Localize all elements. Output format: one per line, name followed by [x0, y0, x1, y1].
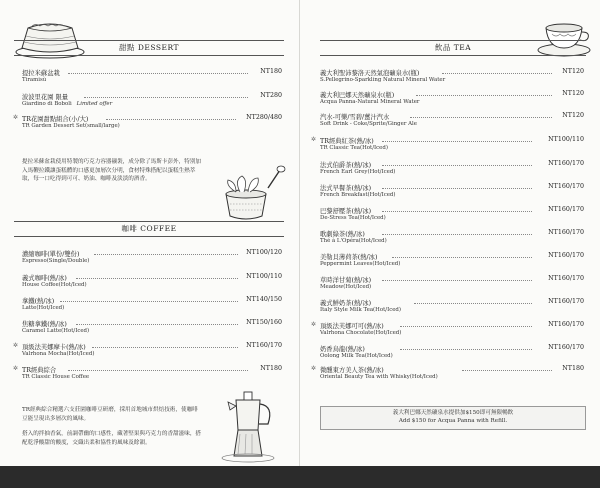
item-name-zh: 歌劇綠茶(熱/冰)	[320, 231, 365, 238]
item-name-en: TR Garden Dessert Set(small/large)	[22, 123, 120, 129]
dot-leader	[462, 370, 552, 371]
item-name-zh: 法式早餐茶(熱/冰)	[320, 185, 372, 192]
item-name-zh: 義式咖啡(熱/冰)	[22, 275, 67, 282]
recommend-star-icon: ✲	[311, 321, 317, 328]
item-price: NT160/170	[548, 183, 584, 190]
coffee-pot-illustration-icon	[218, 390, 278, 464]
item-name-en: Peppermint Leaves(Hot/Iced)	[320, 261, 401, 267]
coffee-section-header	[14, 221, 284, 237]
item-name-zh: 草時洋甘菊(熱/冰)	[320, 277, 372, 284]
item-name-en: Acqua Panna-Natural Mineral Water	[320, 99, 420, 105]
recommend-star-icon: ✲	[13, 114, 19, 121]
item-price: NT160/170	[548, 321, 584, 328]
item-name-en: TR Classic House Coffee	[22, 374, 90, 380]
item-price: NT160/170	[548, 298, 584, 305]
item-name-en: Soft Drink - Coke/Sprite/Ginger Ale	[320, 121, 417, 127]
item-price: NT160/170	[548, 160, 584, 167]
item-name-en: TR Classic Tea(Hot/Iced)	[320, 145, 388, 151]
item-name-en: Latte(Hot/Iced)	[22, 305, 65, 311]
item-name-en: S.Pellegrino-Sparkling Natural Mineral Water	[320, 77, 446, 83]
item-price: NT180	[260, 68, 282, 75]
item-price: NT150/160	[246, 319, 282, 326]
dot-leader	[76, 324, 238, 325]
item-price: NT100/110	[548, 136, 584, 143]
dot-leader	[60, 301, 238, 302]
dot-leader	[416, 95, 552, 96]
item-name-zh: 法式伯爵茶(熱/冰)	[320, 162, 372, 169]
tea-section-title: 飲品 TEA	[434, 43, 472, 52]
refill-offer-en: Add $150 for Acqua Panna with Refill.	[398, 418, 508, 424]
item-price: NT160/170	[548, 206, 584, 213]
dot-leader	[400, 349, 532, 350]
item-name-zh: 波波里花園 限量	[22, 94, 69, 101]
item-name-zh: 汽水-可樂/雪碧/薑汁汽水	[320, 114, 390, 121]
dot-leader	[76, 278, 238, 279]
item-name-zh: 義式鮮奶茶(熱/冰)	[320, 300, 372, 307]
item-name-en: French Breakfast(Hot/Iced)	[320, 192, 396, 198]
item-name-zh: 焦糖拿鐵(熱/冰)	[22, 321, 67, 328]
item-name-zh: 奶香烏龍(熱/冰)	[320, 346, 365, 353]
refill-offer-box	[320, 406, 586, 430]
bottom-bar	[0, 466, 600, 488]
dot-leader	[84, 97, 248, 98]
item-price: NT280/480	[246, 114, 282, 121]
item-name-en: Italy Style Milk Tea(Hot/Iced)	[320, 307, 401, 313]
item-name-zh: 頂級法芙娜可可(熱/冰)	[320, 323, 384, 330]
item-price: NT160/170	[548, 229, 584, 236]
dot-leader	[410, 117, 552, 118]
coffee-description-2: 搭入的拌抽香氣，前調帶幽的口感性，藏著堅果與巧克力的香甜滋味，搭配乾淨酸甜的酸度，交織出柔和協性的風味及餘韻。	[22, 431, 202, 446]
dot-leader	[400, 326, 532, 327]
item-name-en: De-Stress Tea(Hot/Iced)	[320, 215, 386, 221]
dot-leader	[382, 280, 532, 281]
coffee-description-1: TR經典綜合精選六支莊園咖啡豆研磨，採用首地城市烘焙技術，使咖啡豆能呈現出多層次的風味。	[22, 407, 198, 422]
item-name-zh: 義大利聖沛黎洛天然氣泡礦泉水(瓶)	[320, 70, 420, 77]
item-name-en-text: Giardino di Boboli	[22, 101, 72, 107]
recommend-star-icon: ✲	[311, 136, 317, 143]
item-price: NT100/110	[246, 273, 282, 280]
item-name-zh: 提拉米蘇盆栽	[22, 70, 60, 77]
right-column	[300, 0, 600, 466]
coffee-section-title: 咖啡 COFFEE	[121, 224, 177, 233]
item-price: NT280	[260, 92, 282, 99]
item-price: NT140/150	[246, 296, 282, 303]
item-name-zh: 巴黎舒壓茶(熱/冰)	[320, 208, 372, 215]
item-name-zh: TR經典綜合	[22, 367, 57, 374]
item-name-zh: 拿鐵(熱/冰)	[22, 298, 55, 305]
dot-leader	[68, 73, 248, 74]
dot-leader	[382, 188, 532, 189]
item-price: NT160/170	[246, 342, 282, 349]
dessert-section-header	[14, 40, 284, 56]
recommend-star-icon: ✲	[13, 365, 19, 372]
refill-offer-zh: 義大利巴娜天然礦泉水提供加$150即可無限暢飲	[392, 410, 514, 416]
item-name-zh: 濃縮咖啡(單份/雙份)	[22, 251, 80, 258]
item-name-en: Tiramisù	[22, 77, 47, 83]
item-name-en: Oriental Beauty Tea with Whisky(Hot/Iced)	[320, 374, 438, 380]
dessert-description: 提拉米蘇盆栽使用特製的巧克力容器襯裝，成分除了馬斯卡彭外，特別加入馬鞭拉鐵讓蛋糕體的口感更加層次分明，食材特殊搭配以蛋糕生熱萃取，每一口吃得到可可、奶油、咖啡及淡淡的酒香。	[22, 159, 202, 183]
item-price: NT160/170	[548, 344, 584, 351]
dot-leader	[94, 254, 238, 255]
item-price: NT120	[562, 90, 584, 97]
item-name-en	[22, 101, 112, 107]
item-name-zh: 美勒貝薄荷茶(熱/冰)	[320, 254, 378, 261]
item-name-en: Thé à L'Opéra(Hot/Iced)	[320, 238, 387, 244]
dot-leader	[382, 165, 532, 166]
limited-offer-label: Limited offer	[76, 101, 113, 107]
dot-leader	[392, 257, 532, 258]
dot-leader	[92, 347, 238, 348]
item-name-zh: 義大利巴娜天然礦泉水(瓶)	[320, 92, 395, 99]
item-name-en: House Coffee(Hot/Iced)	[22, 282, 87, 288]
item-name-en: Caramel Latte(Hot/Iced)	[22, 328, 90, 334]
dot-leader	[382, 211, 532, 212]
dot-leader	[382, 141, 532, 142]
item-price: NT120	[562, 68, 584, 75]
item-name-en: Espresso(Single/Double)	[22, 258, 90, 264]
item-name-en: French Earl Grey(Hot/Iced)	[320, 169, 396, 175]
item-price: NT120	[562, 112, 584, 119]
tea-section-header	[320, 40, 586, 56]
item-name-zh: 頂級法芙娜摩卡(熱/冰)	[22, 344, 86, 351]
item-name-en: Valrhona Chocolate(Hot/Iced)	[320, 330, 402, 336]
dot-leader	[382, 234, 532, 235]
recommend-star-icon: ✲	[311, 365, 317, 372]
dessert-section-title: 甜點 DESSERT	[118, 43, 179, 52]
item-price: NT100/120	[246, 249, 282, 256]
item-price: NT160/170	[548, 275, 584, 282]
item-name-en: Meadow(Hot/Iced)	[320, 284, 372, 290]
item-name-en: Valrhona Mocha(Hot/Iced)	[22, 351, 95, 357]
item-name-en: Oolong Milk Tea(Hot/Iced)	[320, 353, 393, 359]
item-name-zh: 微醺東方美人茶(熱/冰)	[320, 367, 384, 374]
dot-leader	[414, 303, 532, 304]
item-price: NT180	[562, 365, 584, 372]
item-name-zh: TR經典紅茶(熱/冰)	[320, 138, 374, 145]
item-name-zh: TR花園甜點組合(小/大)	[22, 116, 89, 123]
left-column	[0, 0, 299, 466]
item-price: NT160/170	[548, 252, 584, 259]
dot-leader	[442, 73, 552, 74]
dot-leader	[106, 119, 236, 120]
tiramisu-pot-illustration-icon	[216, 164, 286, 224]
recommend-star-icon: ✲	[13, 342, 19, 349]
item-price: NT180	[260, 365, 282, 372]
dot-leader	[68, 370, 248, 371]
